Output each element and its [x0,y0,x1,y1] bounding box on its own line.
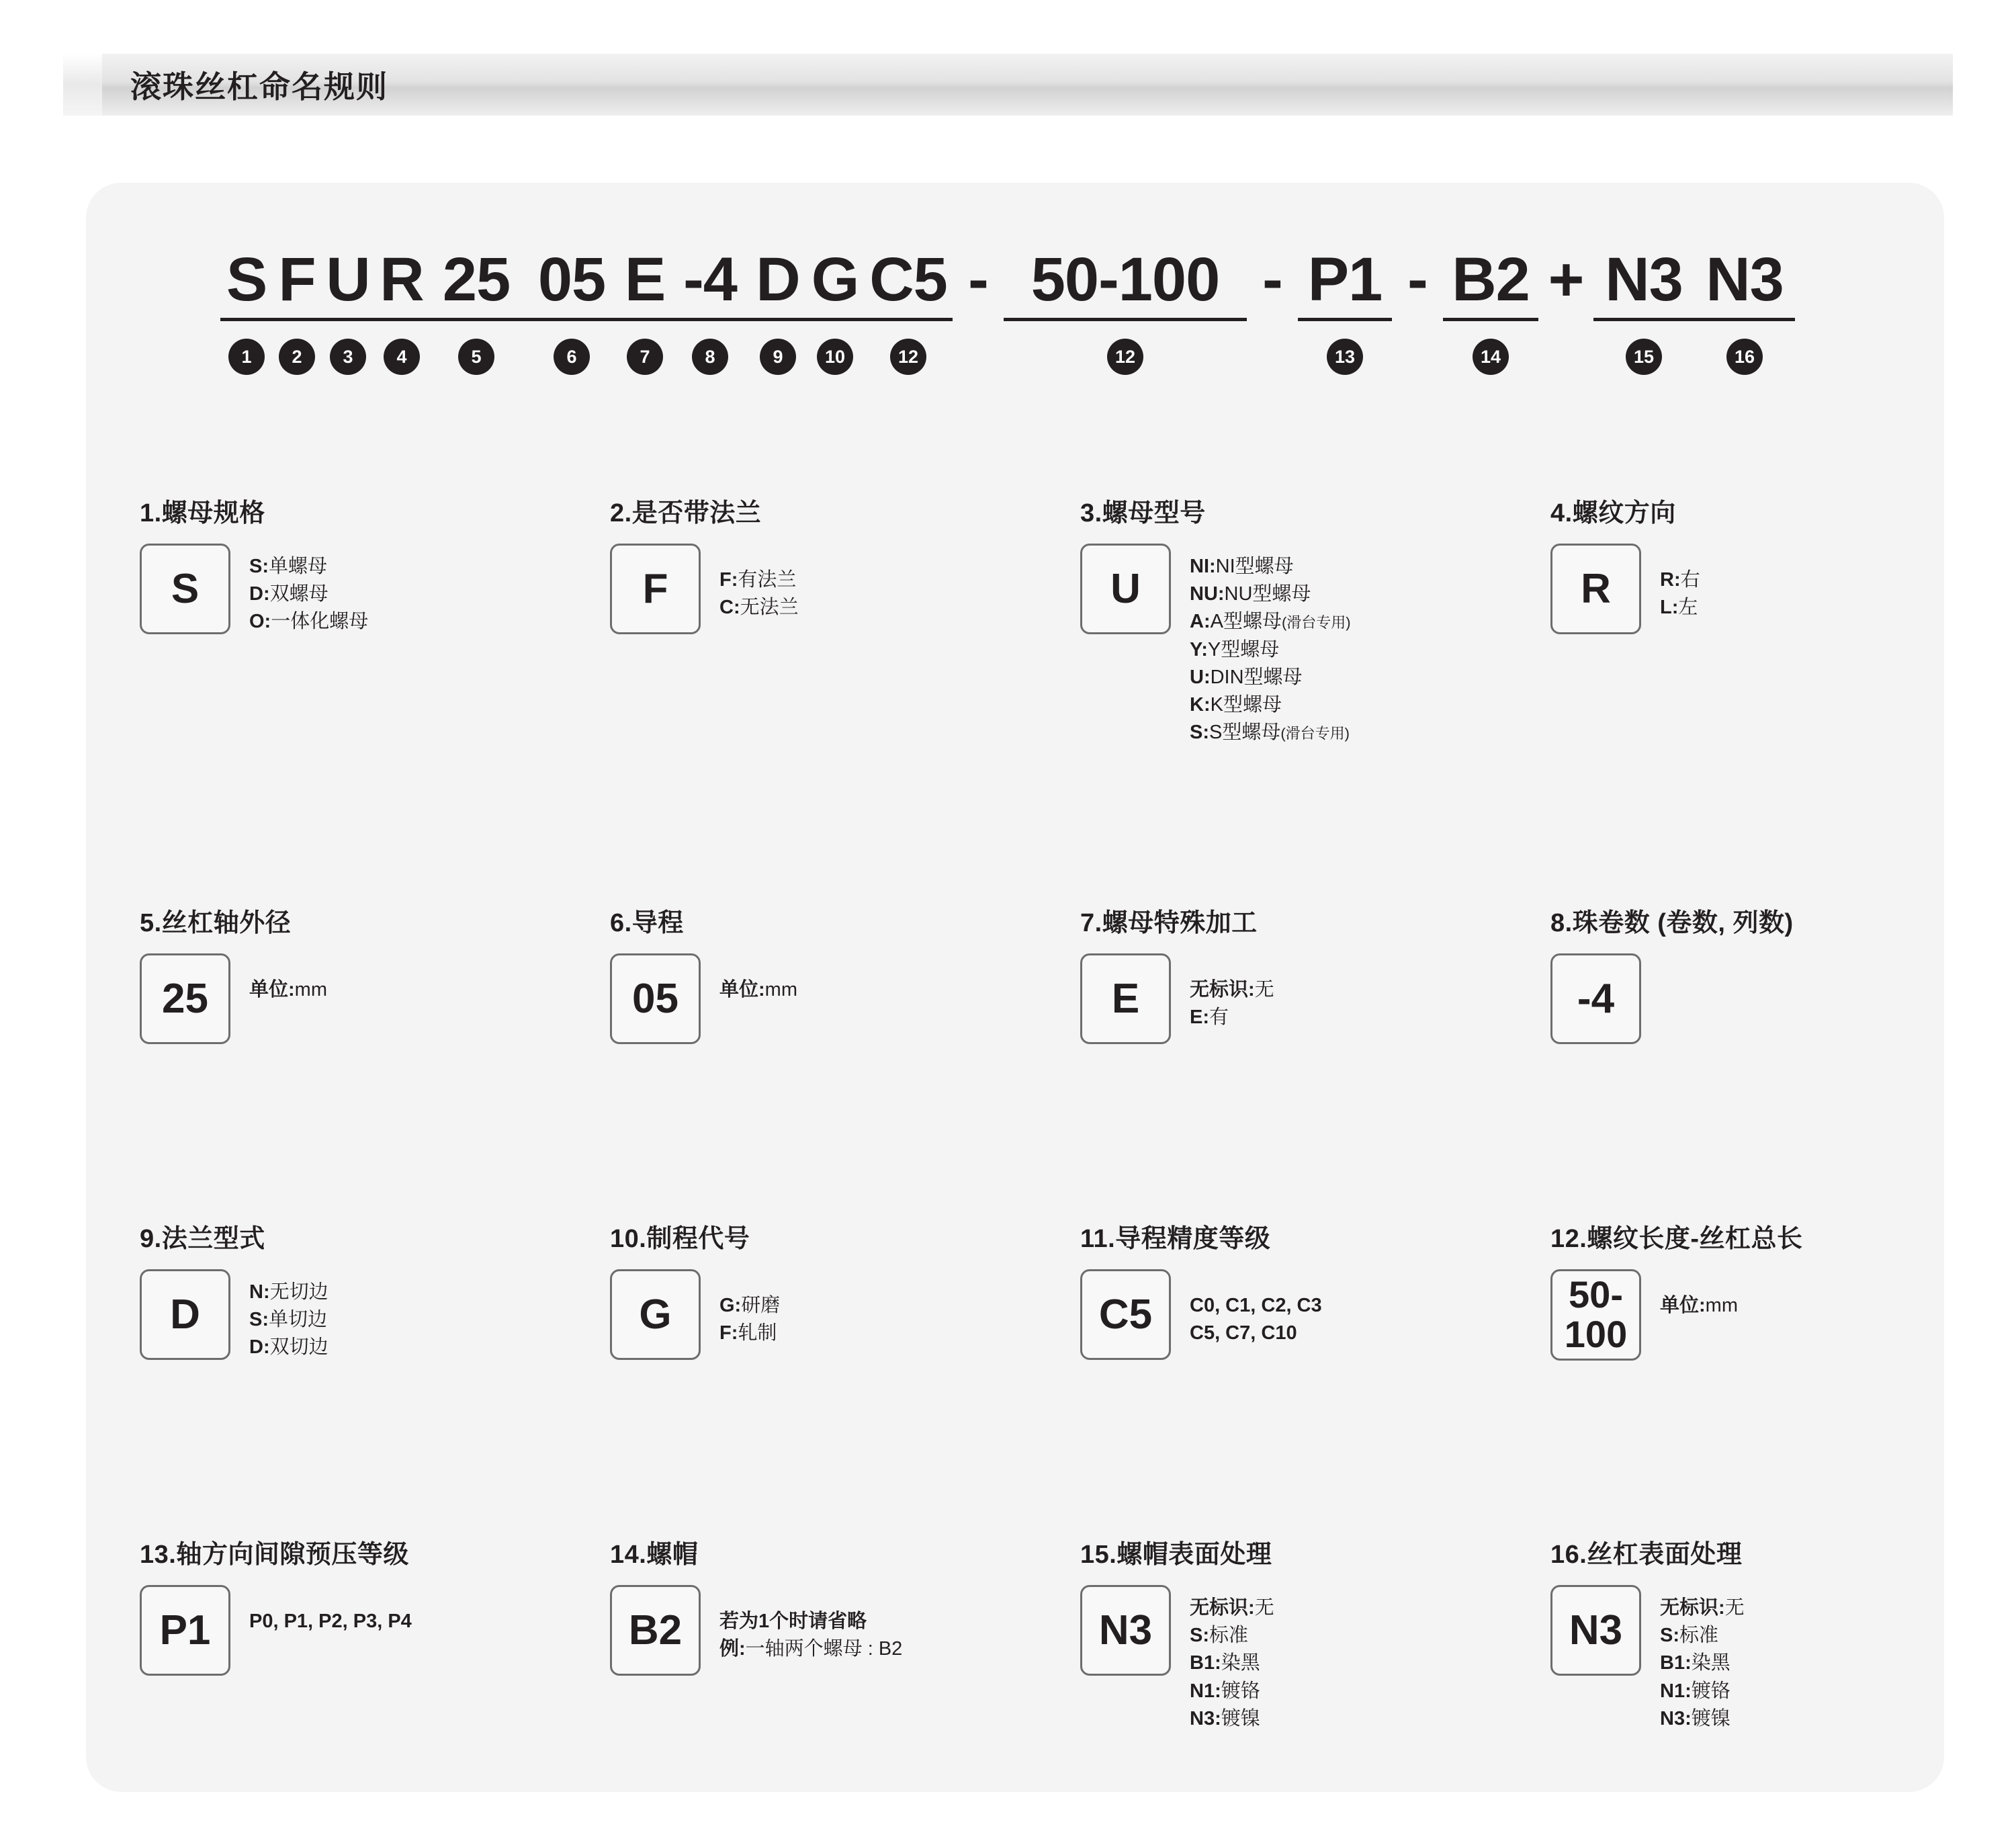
code-token-row [207,223,1967,314]
code-token-underline [1004,318,1247,321]
explanation-body [610,1585,1026,1676]
legend-key: C0, C1, C2, C3 [1190,1295,1322,1316]
explanation-cell [1497,1533,1944,1842]
explanation-title: 5.丝杠轴外径 [140,909,292,937]
code-symbol-box: D [140,1269,230,1360]
legend-value: NI型螺母 [1215,556,1294,577]
code-token-underline [806,318,864,321]
code-symbol-box: R [1550,544,1641,634]
explanation-cell [1026,902,1497,1217]
legend-key: L: [1660,597,1679,619]
legend-value: 一体化螺母 [271,611,369,633]
explanation-title: 4.螺纹方向 [1550,499,1676,527]
legend-note: (滑台专用) [1280,725,1350,742]
legend-key: A: [1190,611,1211,633]
legend-item [249,1334,328,1361]
legend-key: 单位: [1660,1295,1706,1316]
code-index-badge: 4 [384,339,420,375]
legend-item [719,976,797,1004]
explanation-cell [1497,902,1944,1217]
legend-key: NU: [1190,583,1225,605]
legend-item [1190,1649,1274,1677]
explanation-cell [1026,1533,1497,1842]
legend-value: 左 [1678,597,1698,619]
legend-item [1190,1292,1322,1320]
code-token-underline [750,318,806,321]
code-index-badge: 14 [1473,339,1509,375]
legend-value: 一轴两个螺母 : B2 [745,1638,903,1660]
code-index-badge: 5 [458,339,494,375]
legend-item [249,1608,412,1635]
code-token-underline [619,318,670,321]
code-token-underline [273,318,321,321]
legend-key: K: [1190,693,1211,716]
explanation-body [1080,544,1497,746]
legend-item [249,1306,328,1334]
legend-key: S: [249,556,269,577]
code-symbol-box: N3 [1080,1585,1171,1676]
legend-item [719,1320,780,1347]
explanation-body [1550,544,1944,634]
legend-key: N1: [1190,1680,1221,1702]
code-token: R [375,249,429,310]
legend-item [1190,664,1351,691]
code-token-underline [220,318,273,321]
legend-value: mm [294,979,327,1000]
legend-value: 研磨 [741,1295,781,1316]
legend-item [1190,1705,1274,1733]
legend-value: A型螺母 [1210,611,1282,633]
code-token: - [1407,245,1428,314]
code-token: N3 [1694,249,1795,310]
page-title: 滚珠丝杠命名规则 [130,69,388,104]
legend-value: 标准 [1679,1625,1719,1647]
legend-item [1190,719,1351,746]
code-token-underline [321,318,375,321]
code-token-underline [524,318,619,321]
legend-list [1660,544,1700,622]
explanation-title: 11.导程精度等级 [1080,1225,1271,1253]
legend-key: 无标识: [1190,1597,1255,1619]
legend-value: 镀镍 [1221,1707,1260,1729]
legend-value: 有 [1209,1006,1229,1029]
explanation-body [610,544,1026,634]
code-symbol-box: 25 [140,953,230,1044]
legend-value: mm [1705,1295,1738,1316]
legend-key: 单位: [249,979,295,1000]
code-token: D [750,249,806,310]
legend-item [1660,1678,1745,1705]
explanation-cell [86,1533,556,1842]
explanation-cell [556,492,1026,902]
code-index-badge: 2 [279,339,315,375]
legend-key: G: [719,1295,742,1316]
code-token-underline [670,318,750,321]
legend-key: E: [1190,1006,1209,1029]
legend-value: 双切边 [269,1336,328,1359]
legend-item [719,566,799,594]
explanation-cell [1497,492,1944,902]
code-token-underline [1694,318,1795,321]
code-index-badge: 7 [627,339,663,375]
legend-item [1660,1649,1745,1677]
code-token: 05 [524,249,619,310]
legend-item [1660,1705,1745,1733]
code-symbol-box: -4 [1550,953,1641,1044]
code-index-badge: 9 [760,339,796,375]
code-token: 25 [429,249,524,310]
explanation-cell [1026,1217,1497,1533]
legend-value: 右 [1680,569,1700,591]
legend-key: O: [249,611,271,633]
legend-value: 双螺母 [269,583,328,605]
legend-value: DIN型螺母 [1210,666,1303,688]
legend-list [719,1269,780,1347]
code-symbol-box: P1 [140,1585,230,1676]
code-token: F [273,249,321,310]
explanation-body [1550,1269,1944,1361]
legend-item [1190,1622,1274,1649]
explanation-cell [556,902,1026,1217]
legend-list [1190,544,1351,746]
legend-value: 无 [1254,1597,1274,1619]
explanation-body [610,1269,1026,1360]
explanation-cell [86,492,556,902]
explanation-body [140,544,556,636]
code-token: -4 [670,249,750,310]
code-index-badge: 13 [1327,339,1363,375]
explanation-body [1080,1585,1497,1733]
explanation-body [1550,1585,1944,1733]
code-token: E [619,249,670,310]
code-token: + [1548,245,1584,314]
code-token: U [321,249,375,310]
explanation-cell [556,1217,1026,1533]
legend-item [1190,1320,1322,1347]
explanation-body [1080,953,1497,1044]
legend-item [249,581,368,608]
legend-item [1660,1622,1745,1649]
explanation-title: 6.导程 [610,909,684,937]
legend-key: S: [1660,1625,1679,1647]
code-token: - [968,245,988,314]
code-token: B2 [1443,249,1538,310]
legend-list [1190,953,1274,1031]
legend-item [719,1292,780,1320]
legend-key: P0, P1, P2, P3, P4 [249,1611,412,1632]
explanation-body [140,1585,556,1676]
legend-item [719,1635,902,1663]
explanation-title: 8.珠卷数 (卷数, 列数) [1550,909,1794,937]
code-symbol-box: N3 [1550,1585,1641,1676]
explanation-cell [1026,492,1497,902]
code-symbol-box: B2 [610,1585,701,1676]
explanation-cell [556,1533,1026,1842]
legend-list [249,953,327,1004]
code-badge-row [207,339,1967,386]
legend-list [719,1585,902,1663]
legend-list [1660,1269,1738,1320]
code-index-badge: 16 [1726,339,1763,375]
explanation-grid [86,492,1944,1842]
legend-value: 镀铬 [1221,1680,1260,1702]
explanation-body [140,953,556,1044]
explanation-title: 15.螺帽表面处理 [1080,1541,1272,1569]
legend-key: D: [249,1336,270,1359]
code-token-underline [1593,318,1694,321]
legend-key: S: [1190,722,1209,744]
explanation-cell [86,902,556,1217]
legend-value: 镀镍 [1691,1707,1730,1729]
code-index-badge: 10 [817,339,853,375]
explanation-title: 12.螺纹长度-丝杠总长 [1550,1225,1803,1253]
legend-key: U: [1190,666,1211,688]
legend-value: 无 [1254,979,1274,1000]
legend-item [719,594,799,622]
legend-key: B1: [1660,1652,1692,1674]
legend-list [1190,1269,1322,1347]
code-token-underline [1298,318,1392,321]
explanation-body [1080,1269,1497,1360]
code-symbol-box: S [140,544,230,634]
page-header-bar [63,54,1953,116]
naming-rule-panel [86,183,1944,1792]
explanation-cell [86,1217,556,1533]
header-accent-block [63,54,102,116]
legend-item [249,1279,328,1306]
explanation-title: 2.是否带法兰 [610,499,762,527]
code-token: - [1262,245,1282,314]
code-index-badge: 3 [330,339,366,375]
code-symbol-box: G [610,1269,701,1360]
legend-key: D: [249,583,270,605]
legend-item [1660,1292,1738,1320]
legend-item [719,1608,902,1635]
code-token: S [220,249,273,310]
code-symbol-box: C5 [1080,1269,1171,1360]
code-token: C5 [864,249,953,310]
legend-key: F: [719,1322,738,1344]
explanation-body [1550,953,1944,1044]
legend-key: N3: [1660,1707,1692,1729]
legend-key: F: [719,569,738,591]
legend-list [1660,1585,1745,1733]
legend-item [1190,636,1351,664]
code-index-badge: 15 [1626,339,1662,375]
explanation-title: 16.丝杠表面处理 [1550,1541,1743,1569]
explanation-title: 1.螺母规格 [140,499,265,527]
legend-key: 例: [719,1638,746,1660]
legend-item [249,976,327,1004]
legend-key: 无标识: [1660,1597,1725,1619]
code-token-underline [1443,318,1538,321]
legend-key: R: [1660,569,1681,591]
code-index-badge: 12 [890,339,926,375]
legend-list [719,544,799,622]
legend-value: Y型螺母 [1207,638,1280,660]
explanation-title: 3.螺母型号 [1080,499,1206,527]
code-index-badge: 1 [228,339,265,375]
explanation-body [610,953,1026,1044]
explanation-title: 13.轴方向间隙预压等级 [140,1541,409,1569]
code-token: 50-100 [1004,249,1247,310]
legend-key: B1: [1190,1652,1221,1674]
code-token-underline [375,318,429,321]
code-token-underline [429,318,524,321]
legend-list [719,953,797,1004]
code-index-badge: 8 [692,339,728,375]
explanation-row [86,492,1944,902]
legend-key: S: [1190,1625,1209,1647]
legend-value: mm [764,979,797,1000]
legend-item [1190,976,1274,1004]
code-symbol-box: U [1080,544,1171,634]
legend-item [249,553,368,581]
legend-key: C: [719,597,740,619]
legend-item [1190,608,1351,636]
explanation-cell [1497,1217,1944,1533]
legend-item [1660,1594,1745,1622]
code-token: P1 [1298,249,1392,310]
legend-item [1660,594,1700,622]
legend-value: 轧制 [738,1322,777,1344]
legend-list [1190,1585,1274,1733]
legend-key: NI: [1190,556,1216,577]
explanation-title: 10.制程代号 [610,1225,750,1253]
code-token: G [806,249,864,310]
legend-value: NU型螺母 [1224,583,1311,605]
legend-item [1190,1004,1274,1031]
legend-list [249,544,368,636]
legend-value: 染黑 [1221,1652,1260,1674]
legend-value: 有法兰 [738,569,797,591]
legend-value: 无 [1724,1597,1745,1619]
legend-value: 单切边 [269,1309,328,1331]
legend-key: N3: [1190,1707,1221,1729]
legend-value: 镀铬 [1691,1680,1730,1702]
legend-item [1190,691,1351,719]
explanation-row [86,1217,1944,1533]
legend-item [1190,1678,1274,1705]
legend-note: (滑台专用) [1281,614,1351,632]
legend-item [1190,581,1351,608]
code-string-area [207,223,1967,398]
legend-key: S: [249,1309,269,1331]
legend-item [1660,566,1700,594]
legend-value: K型螺母 [1210,693,1282,716]
explanation-title: 9.法兰型式 [140,1225,265,1253]
legend-key: C5, C7, C10 [1190,1322,1297,1344]
legend-list [249,1269,328,1362]
code-symbol-box: E [1080,953,1171,1044]
legend-value: 标准 [1209,1625,1249,1647]
code-token: N3 [1593,249,1694,310]
legend-value: 染黑 [1691,1652,1730,1674]
explanation-row [86,1533,1944,1842]
legend-value: S型螺母 [1209,722,1281,744]
legend-list [249,1585,412,1635]
legend-value: 无切边 [269,1281,328,1303]
legend-item [1190,553,1351,581]
legend-value: 单螺母 [269,556,328,577]
legend-item [1190,1594,1274,1622]
legend-key: Y: [1190,638,1208,660]
code-token-underline [864,318,953,321]
legend-value: 无法兰 [740,597,799,619]
legend-key: N1: [1660,1680,1692,1702]
legend-key: 若为1个时请省略 [719,1611,867,1632]
explanation-row [86,902,1944,1217]
code-index-badge: 6 [554,339,590,375]
legend-key: 无标识: [1190,979,1255,1000]
legend-key: 单位: [719,979,765,1000]
code-symbol-box: 05 [610,953,701,1044]
legend-item [249,608,368,636]
code-symbol-box: F [610,544,701,634]
explanation-title: 14.螺帽 [610,1541,699,1569]
legend-key: N: [249,1281,270,1303]
code-index-badge: 12 [1107,339,1143,375]
explanation-body [140,1269,556,1362]
code-symbol-box: 50- 100 [1550,1269,1641,1361]
explanation-title: 7.螺母特殊加工 [1080,909,1258,937]
